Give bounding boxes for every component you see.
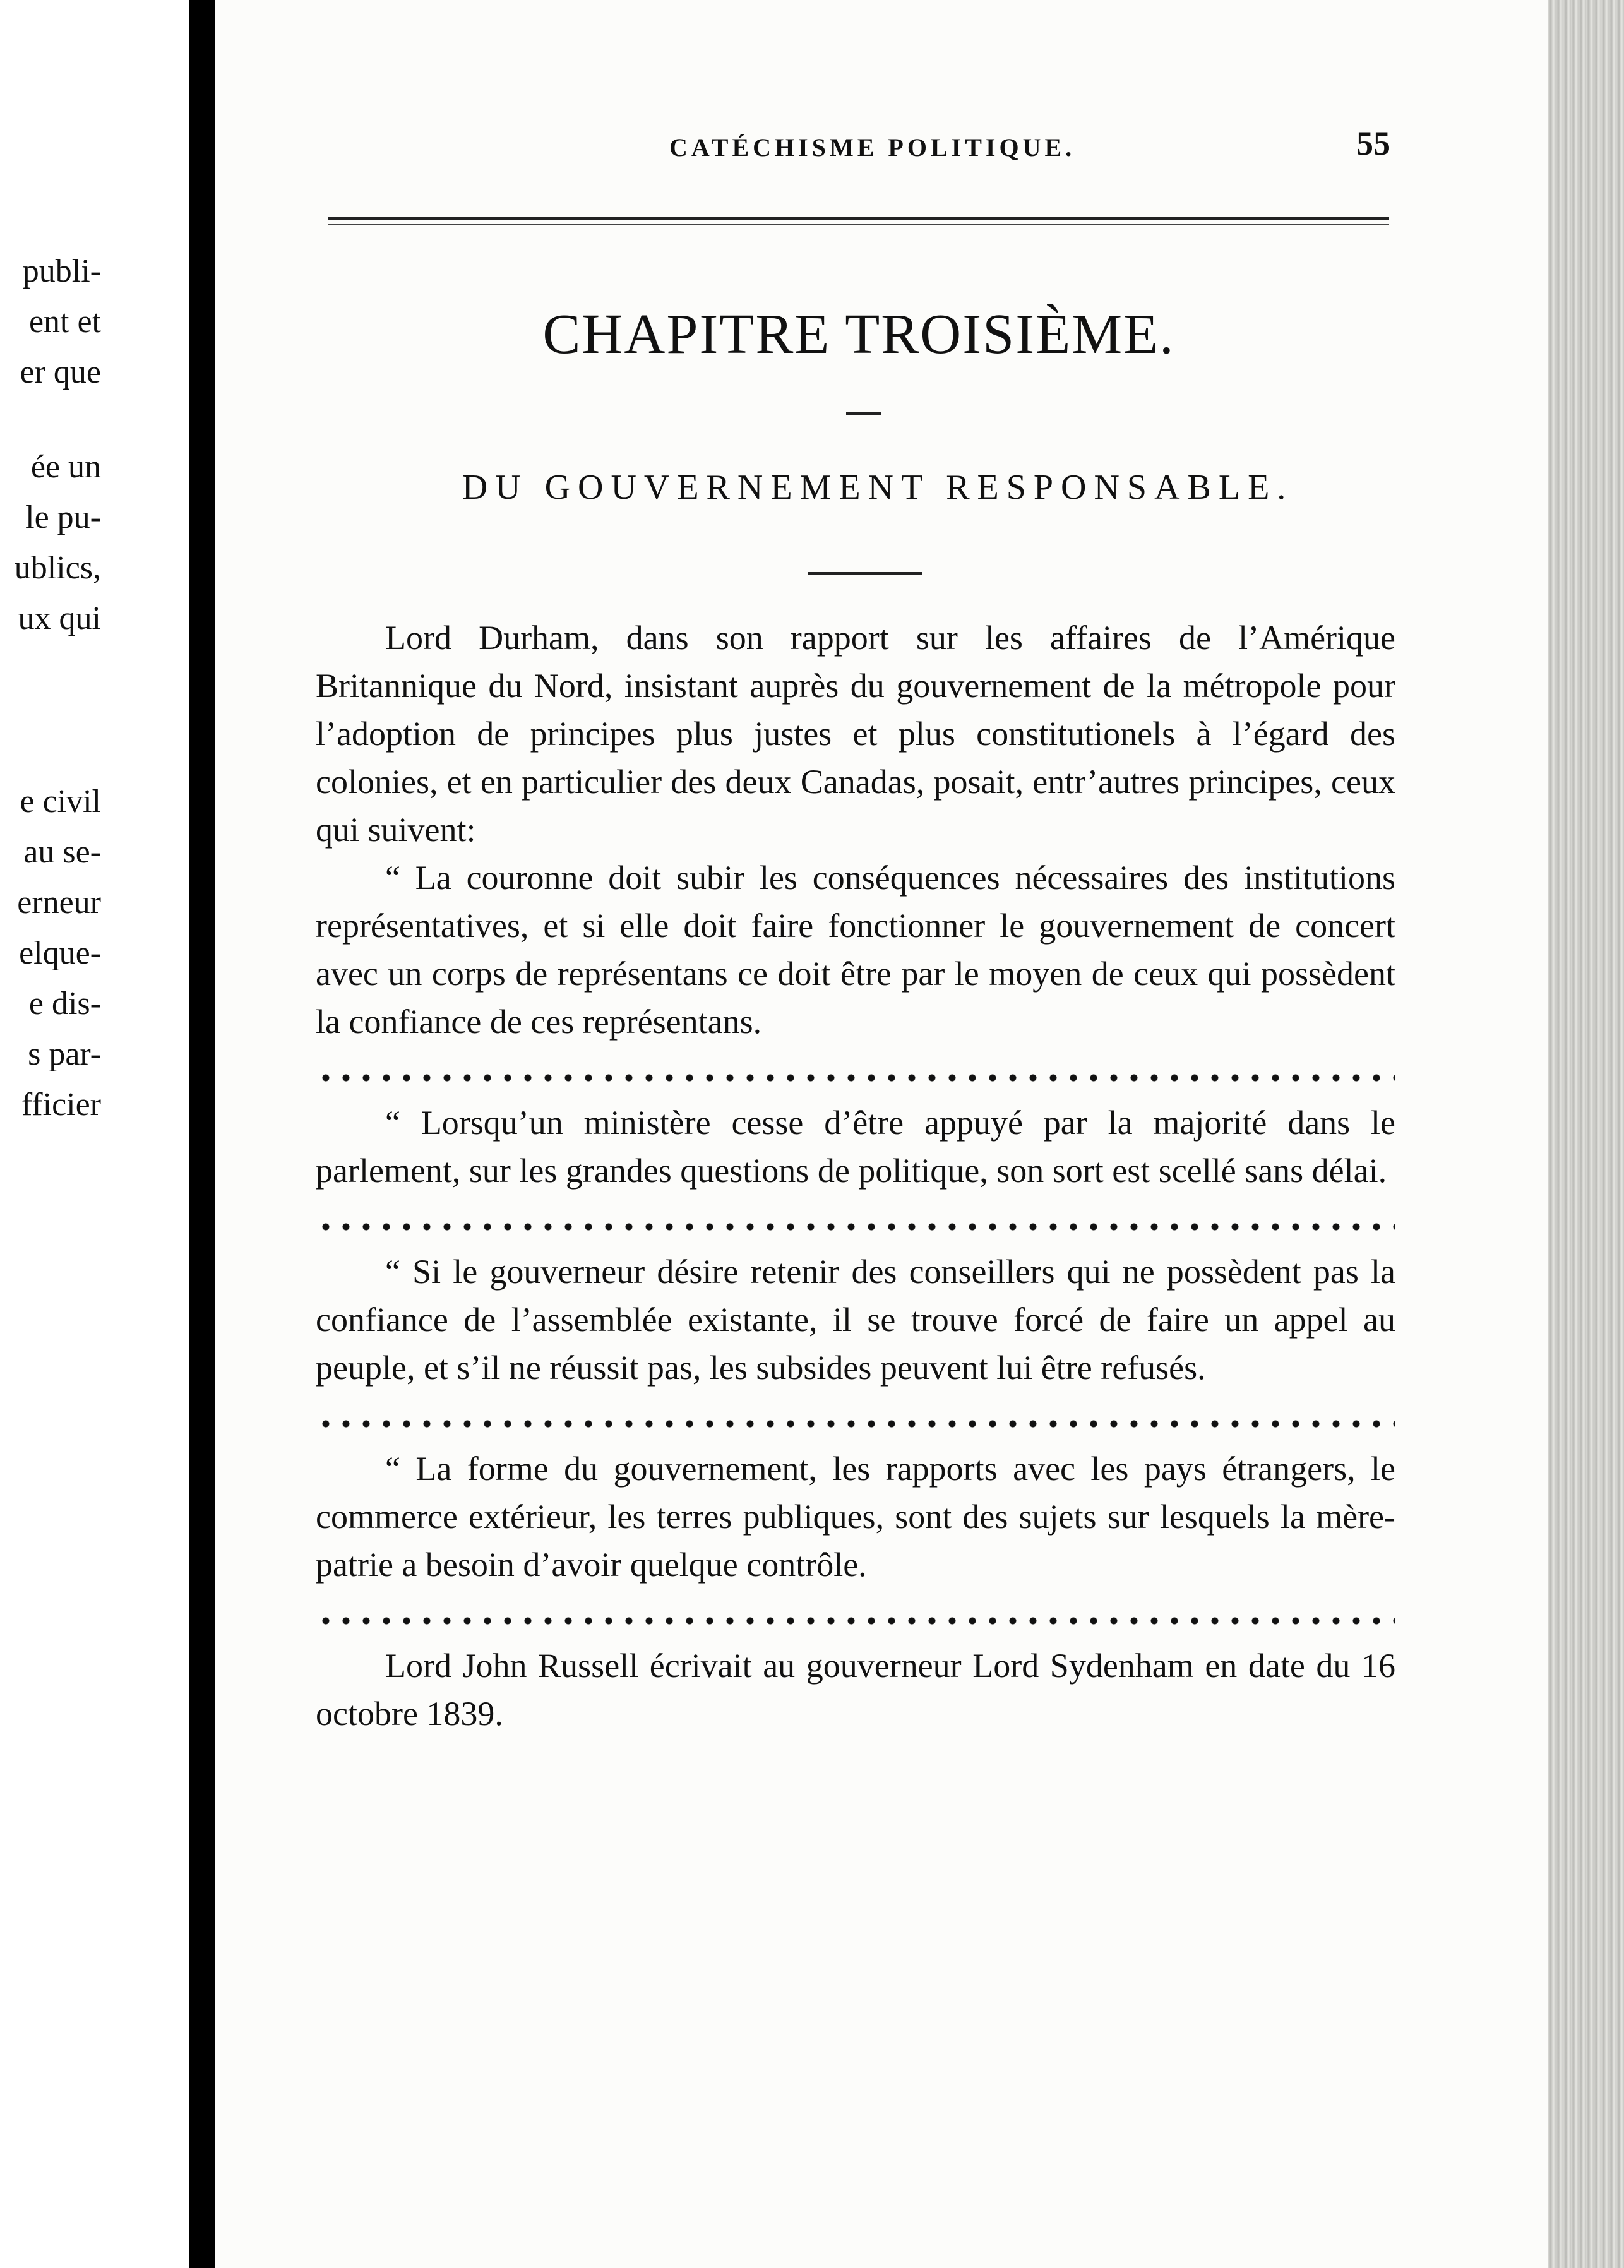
header-rule bbox=[328, 217, 1389, 225]
facing-line: s par- bbox=[28, 1036, 101, 1072]
page-edge bbox=[1548, 0, 1624, 2268]
paragraph: “ Lorsqu’un ministère cesse d’être appuyé par la majorité dans le parlement, sur les grandes questions de politique, son sort est scellé sans délai. bbox=[316, 1104, 1395, 1190]
body-text bbox=[316, 614, 1395, 1738]
facing-line: erneur bbox=[17, 885, 101, 921]
paragraph: Lord Durham, dans son rapport sur les affaires de l’Amérique Britannique du Nord, insistant auprès du gouvernement de la métropole pour l’adoption de principes plus justes et plus constitutionels à l’égard des colonies, et en particulier des deux Canadas, posait, entr’autres principes, ceux qui suivent: bbox=[316, 619, 1395, 849]
ellipsis-row bbox=[316, 1592, 1395, 1637]
ellipsis-row bbox=[316, 1395, 1395, 1440]
facing-line bbox=[0, 644, 189, 688]
paragraph: “ Si le gouverneur désire retenir des conseillers qui ne possèdent pas la confiance de l’assemblée existante, il se trouve forcé de faire un appel au peuple, et s’il ne réussit pas, les subsides peuvent lui être refusés. bbox=[316, 1253, 1395, 1387]
ornament-dash bbox=[846, 412, 881, 415]
facing-line: e civil bbox=[20, 784, 101, 820]
ellipsis-row bbox=[316, 1198, 1395, 1243]
paragraph: “ La couronne doit subir les conséquences nécessaires des institutions représentatives, et si elle doit faire fonctionner le gouvernement de concert avec un corps de représentans ce doit être par le moyen de ceux qui possèdent la confiance de ces représentans. bbox=[316, 859, 1395, 1041]
facing-page-text bbox=[0, 246, 189, 1130]
facing-line: e dis- bbox=[28, 986, 101, 1022]
facing-line bbox=[0, 688, 189, 732]
section-title: DU GOUVERNEMENT RESPONSABLE. bbox=[462, 468, 1294, 507]
section-rule bbox=[808, 572, 922, 575]
facing-line: le pu- bbox=[25, 499, 101, 535]
book-gutter bbox=[189, 0, 215, 2268]
paragraph: Lord John Russell écrivait au gouverneur Lord Sydenham en date du 16 octobre 1839. bbox=[316, 1647, 1395, 1733]
ellipsis-row bbox=[316, 1049, 1395, 1094]
facing-line: fficier bbox=[21, 1087, 101, 1123]
facing-line bbox=[0, 732, 189, 777]
facing-line: ublics, bbox=[14, 550, 101, 586]
facing-page-left bbox=[0, 0, 189, 2268]
chapter-title: CHAPITRE TROISIÈME. bbox=[542, 303, 1175, 366]
running-header: CATÉCHISME POLITIQUE. bbox=[669, 133, 1076, 162]
facing-line: elque- bbox=[19, 935, 101, 971]
paragraph: “ La forme du gouvernement, les rapports avec les pays étrangers, le commerce extérieur, les terres publiques, sont des sujets sur lesquels la mère-patrie a besoin d’avoir quelque contrôle. bbox=[316, 1450, 1395, 1584]
facing-line: ée un bbox=[30, 449, 101, 485]
facing-line: au se- bbox=[23, 834, 101, 870]
facing-line: ux qui bbox=[18, 600, 101, 636]
facing-line bbox=[0, 398, 189, 442]
facing-line: er que bbox=[20, 354, 101, 390]
facing-line: ent et bbox=[28, 304, 101, 340]
page-number: 55 bbox=[1356, 124, 1390, 162]
facing-line: publi- bbox=[22, 253, 101, 289]
